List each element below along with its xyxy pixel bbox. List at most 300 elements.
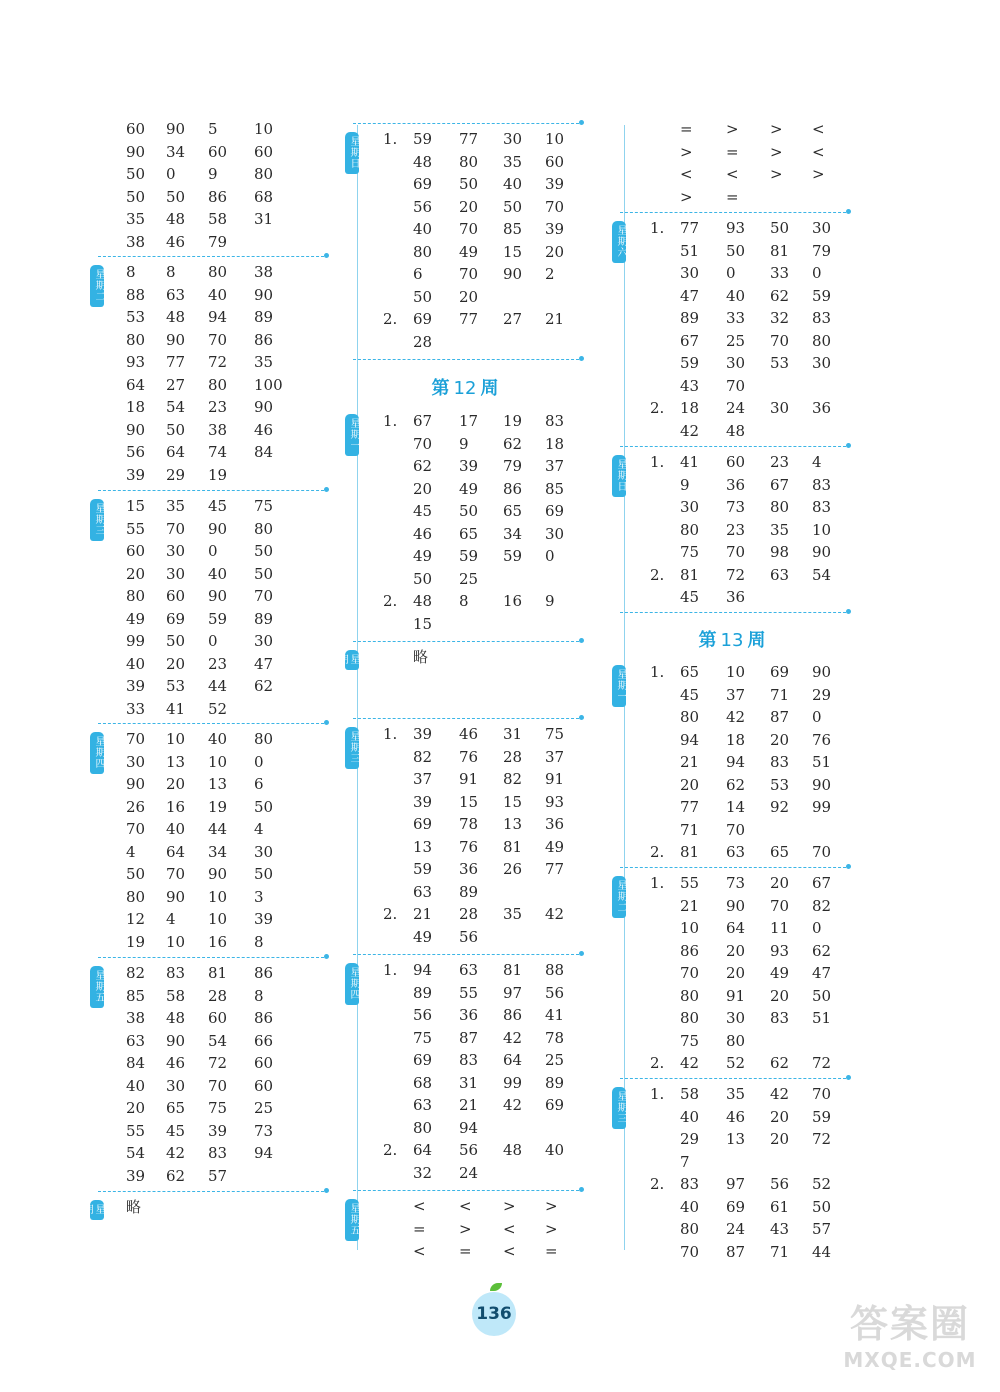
answer-row [90,675,330,697]
answer-value: 74 [208,443,228,461]
week-heading [345,374,585,400]
answer-value: 10 [545,130,565,148]
answer-row [612,1196,852,1218]
answer-value: 70 [770,331,790,350]
answer-row [612,819,852,841]
answer-value: 39 [208,1121,228,1140]
answer-value: 80 [413,1118,433,1137]
answer-row [90,1142,330,1164]
answer-value: 0 [812,708,822,726]
weekday-tab: 星期日 [612,455,626,497]
answer-value: = [726,142,739,161]
answer-value: 71 [680,820,700,839]
answer-value: 9 [545,592,555,610]
answer-value: 89 [254,308,274,326]
answer-value: 91 [545,770,565,788]
answer-value: 85 [126,986,146,1005]
answer-value: 20 [459,287,479,306]
answer-value: 31 [503,725,523,743]
day-section [345,959,585,1184]
answer-value: 20 [126,564,146,583]
answer-value: 19 [126,932,146,951]
answer-value: 80 [254,519,274,538]
answer-value: 90 [166,120,186,138]
answer-row [612,240,852,262]
answer-value: 16 [503,592,523,610]
answer-value: 24 [726,399,746,417]
answer-value: 58 [680,1085,700,1103]
watermark-logo-text: 答案圈 [849,1302,970,1346]
answer-row [345,959,585,981]
answer-row [345,1162,585,1184]
question-marker: 1. [383,961,398,979]
answer-value: 77 [459,130,479,148]
answer-row [612,307,852,329]
answer-value: 66 [254,1031,274,1050]
answer-value: 30 [726,354,746,372]
answer-row [90,231,330,253]
answer-value: 69 [413,815,433,833]
answer-value: 57 [208,1166,228,1185]
answer-value: 78 [459,815,479,833]
answer-value: 94 [726,753,746,771]
answer-value: 30 [680,264,700,282]
question-marker: 2. [650,1175,665,1193]
answer-value: 70 [166,519,186,538]
answer-row [345,500,585,522]
answer-value: 42 [166,1144,186,1162]
answer-value: 19 [503,412,523,430]
answer-value: 84 [254,443,274,461]
answer-value: 55 [126,1121,146,1140]
answer-row [90,985,330,1007]
answer-row [612,962,852,984]
week-heading-post: 周 [747,630,766,651]
answer-value: 90 [503,265,523,283]
answer-value: 70 [208,330,228,349]
weekday-tab: 星期五 [90,966,104,1008]
answer-value: 80 [126,587,146,605]
answer-value: > [503,1197,516,1215]
answer-value: 28 [208,986,228,1005]
answer-value: 30 [812,219,832,237]
answer-value: 77 [459,310,479,328]
answer-row [345,1027,585,1049]
answer-value: 76 [459,747,479,766]
answer-value: 13 [208,775,228,793]
answer-value: 81 [503,961,523,979]
answer-value: 50 [459,175,479,193]
answer-row [345,1094,585,1116]
answer-value: 0 [812,919,822,937]
answer-value: 38 [126,1009,146,1027]
answer-value: 50 [413,569,433,588]
answer-value: 30 [254,842,274,861]
answer-row [612,474,852,496]
answer-row [90,886,330,908]
answer-row [612,895,852,917]
answer-value: 29 [680,1130,700,1148]
answer-value: 24 [726,1220,746,1238]
answer-value: 13 [413,837,433,856]
weekday-tab: 星期一 [612,665,626,707]
answer-value: 90 [254,285,274,304]
answer-value: 14 [726,798,746,816]
answer-value: 39 [254,910,274,928]
answer-value: 70 [126,730,146,748]
answer-value: 72 [812,1054,832,1072]
answer-value: 54 [166,398,186,416]
answer-row [345,746,585,768]
section-divider [98,723,324,724]
answer-row [612,751,852,773]
answer-value: 25 [726,331,746,350]
answer-value: 33 [126,699,146,718]
answer-value: 17 [459,412,479,430]
answer-value: 50 [726,241,746,260]
answer-value: 18 [126,398,146,416]
answer-value: 6 [413,265,423,283]
answer-value: 67 [812,874,832,892]
answer-value: 21 [459,1096,479,1114]
answer-value: 20 [166,654,186,673]
answer-value: 89 [545,1073,565,1092]
day-section [612,118,852,208]
answer-value: 40 [126,654,146,673]
answer-value: 83 [166,964,186,982]
answer-value: < [726,165,739,183]
answer-value: 65 [459,524,479,543]
answer-value: 20 [126,1099,146,1117]
answer-row [345,768,585,790]
answer-value: 70 [680,964,700,982]
answer-row [345,308,585,330]
answer-value: 38 [126,232,146,251]
answer-value: 41 [545,1006,565,1024]
answer-value: 64 [166,443,186,461]
answer-row [612,564,852,586]
answer-value: 31 [459,1073,479,1092]
answer-row [612,1173,852,1195]
answer-value: = [680,120,693,138]
answer-value: > [812,165,825,183]
answer-value: 67 [770,475,790,494]
answer-value: 46 [254,420,274,439]
weekday-tab: 星期六 [90,1200,104,1220]
answer-value: 10 [166,730,186,748]
answer-value: 63 [413,882,433,901]
answer-row [345,982,585,1004]
answer-value: 69 [166,609,186,628]
answer-value: 60 [126,120,146,138]
answer-value: 62 [726,775,746,794]
question-marker: 2. [650,399,665,417]
answer-row [345,646,585,668]
answer-row [345,858,585,880]
answer-value: 83 [459,1051,479,1069]
answer-value: 60 [208,1009,228,1027]
answer-value: 90 [208,865,228,883]
answer-value: 83 [812,309,832,327]
answer-value: 56 [770,1175,790,1193]
answer-value: 60 [254,1076,274,1095]
answer-value: 10 [208,910,228,928]
answer-row [90,818,330,840]
answer-column-1 [69,0,340,1280]
question-marker: 1. [650,219,665,237]
weekday-tab: 星期四 [90,732,104,774]
answer-value: 35 [503,905,523,923]
answer-value: 28 [413,332,433,351]
answer-row [90,863,330,885]
answer-value: 63 [459,961,479,979]
answer-value: 24 [459,1163,479,1182]
answer-row [90,563,330,585]
day-section [612,872,852,1075]
answer-value: 5 [208,120,218,138]
answer-value: 64 [166,842,186,861]
answer-value: 83 [545,412,565,430]
answer-value: 65 [770,843,790,861]
day-section [612,217,852,442]
answer-value: 53 [166,677,186,695]
answer-value: 67 [413,412,433,430]
answer-value: 49 [126,609,146,628]
answer-value: 30 [680,498,700,516]
answer-value: 45 [680,685,700,704]
answer-value: 60 [726,453,746,471]
answer-value: 77 [166,353,186,371]
answer-row [612,917,852,939]
answer-row [345,613,585,635]
answer-value: 20 [413,479,433,498]
answer-row [90,464,330,486]
answer-row [90,608,330,630]
section-divider [620,446,846,447]
answer-value: 92 [770,798,790,816]
answer-value: 12 [126,910,146,928]
answer-value: 90 [812,543,832,561]
answer-value: > [770,142,783,161]
answer-value: 35 [254,353,274,371]
answer-value: 70 [545,197,565,216]
answer-row [612,1218,852,1240]
answer-value: 69 [413,310,433,328]
day-section [90,728,330,953]
answer-value: 0 [545,547,555,565]
section-divider [353,359,579,360]
answer-value: 80 [680,520,700,539]
answer-value: 35 [166,497,186,515]
watermark-url: MXQE.COM [843,1348,977,1372]
answer-value: 9 [208,165,218,183]
answer-value: 73 [726,874,746,892]
answer-value: 50 [126,187,146,206]
answer-value: 20 [770,1130,790,1148]
answer-row [612,141,852,163]
answer-value: 26 [126,797,146,816]
answer-row [90,908,330,930]
answer-value: 90 [126,142,146,161]
answer-value: 91 [726,986,746,1005]
answer-row [90,841,330,863]
answer-value: 42 [680,1054,700,1072]
answer-row [90,396,330,418]
answer-value: 20 [726,941,746,960]
answer-value: 63 [126,1031,146,1050]
section-divider [353,123,579,124]
day-section [90,261,330,486]
answer-value: 35 [770,520,790,539]
answer-value: 70 [770,896,790,915]
answer-value: 62 [254,677,274,695]
answer-value: 86 [503,1006,523,1024]
answer-value: 39 [413,725,433,743]
answer-value: 84 [126,1054,146,1072]
answer-value: 88 [545,961,565,979]
answer-row [612,684,852,706]
question-marker: 1. [383,725,398,743]
answer-row [90,698,330,720]
answer-row [90,540,330,562]
page-number-text: 136 [476,1304,512,1324]
answer-value: 70 [459,265,479,283]
answer-value: 33 [726,309,746,327]
answer-row [612,217,852,239]
answer-row [612,186,852,208]
answer-value: 55 [680,874,700,892]
answer-value: 32 [770,309,790,327]
answer-value: 79 [503,457,523,475]
answer-row [612,496,852,518]
answer-value: 80 [770,498,790,516]
answer-value: 50 [254,797,274,816]
answer-value: 20 [770,874,790,892]
answer-value: 94 [208,308,228,326]
answer-value: 39 [545,175,565,193]
answer-row [345,1117,585,1139]
answer-value: 40 [126,1076,146,1095]
answer-row [345,331,585,353]
answer-value: 90 [166,887,186,906]
answer-value: 23 [770,453,790,471]
answer-row [90,630,330,652]
answer-value: > [680,142,693,161]
answer-value: 78 [545,1028,565,1047]
answer-value: 15 [459,792,479,811]
answer-value: 71 [770,685,790,704]
answer-value: 27 [166,375,186,394]
answer-value: 36 [545,815,565,833]
answer-value: 81 [208,964,228,982]
answer-value: 75 [680,1031,700,1050]
answer-value: 86 [254,964,274,982]
answer-value: 79 [812,241,832,260]
answer-value: 80 [413,242,433,261]
answer-value: 29 [812,685,832,704]
answer-value: < [413,1242,426,1260]
answer-row [612,841,852,863]
answer-row [90,1030,330,1052]
answer-value: 47 [254,654,274,673]
answer-value: 81 [680,565,700,584]
day-section [345,128,585,353]
answer-value: 40 [726,286,746,305]
answer-value: 11 [770,919,790,937]
answer-value: 62 [770,1054,790,1072]
answer-value: 略 [413,648,429,666]
answer-row [345,903,585,925]
page-number [472,1292,516,1336]
answer-value: 46 [166,1054,186,1072]
answer-value: 82 [126,964,146,982]
answer-row [90,351,330,373]
answer-value: 56 [126,443,146,461]
answer-row [90,796,330,818]
answer-value: 20 [166,775,186,793]
answer-row [90,728,330,750]
answer-row [612,1030,852,1052]
answer-value: 60 [126,542,146,560]
answer-value: 36 [726,475,746,494]
answer-value: 83 [812,475,832,494]
answer-value: 50 [254,564,274,583]
question-marker: 2. [650,843,665,861]
answer-value: 43 [770,1220,790,1238]
answer-value: 48 [166,1009,186,1027]
answer-value: 86 [254,330,274,349]
answer-value: 38 [254,263,274,281]
answer-row [612,285,852,307]
answer-value: 40 [166,820,186,838]
answer-value: 52 [208,699,228,718]
answer-value: 97 [503,983,523,1002]
answer-value: 64 [126,375,146,394]
answer-value: 23 [726,520,746,539]
answer-value: 75 [254,497,274,515]
answer-row [612,872,852,894]
answer-value: 39 [126,677,146,695]
answer-value: 63 [726,843,746,861]
answer-value: 70 [413,434,433,453]
answer-value: 30 [503,130,523,148]
answer-value: 13 [166,752,186,771]
answer-value: 45 [680,588,700,606]
answer-row [612,1241,852,1263]
answer-value: 9 [459,434,469,453]
answer-value: 83 [770,1009,790,1027]
answer-row [90,186,330,208]
answer-row [90,419,330,441]
answer-value: 0 [254,752,264,771]
answer-value: 48 [726,421,746,440]
answer-row [345,523,585,545]
answer-value: 64 [413,1141,433,1159]
answer-row [345,881,585,903]
answer-value: 30 [726,1009,746,1027]
answer-value: 50 [254,865,274,883]
answer-value: 52 [812,1175,832,1193]
apple-leaf-icon [490,1283,502,1291]
answer-value: 80 [208,375,228,394]
answer-value: 70 [726,543,746,561]
answer-value: 58 [166,986,186,1005]
answer-value: 89 [680,309,700,327]
answer-value: 8 [166,263,176,281]
answer-row [90,1007,330,1029]
answer-value: 20 [770,730,790,749]
answer-value: 60 [254,142,274,161]
